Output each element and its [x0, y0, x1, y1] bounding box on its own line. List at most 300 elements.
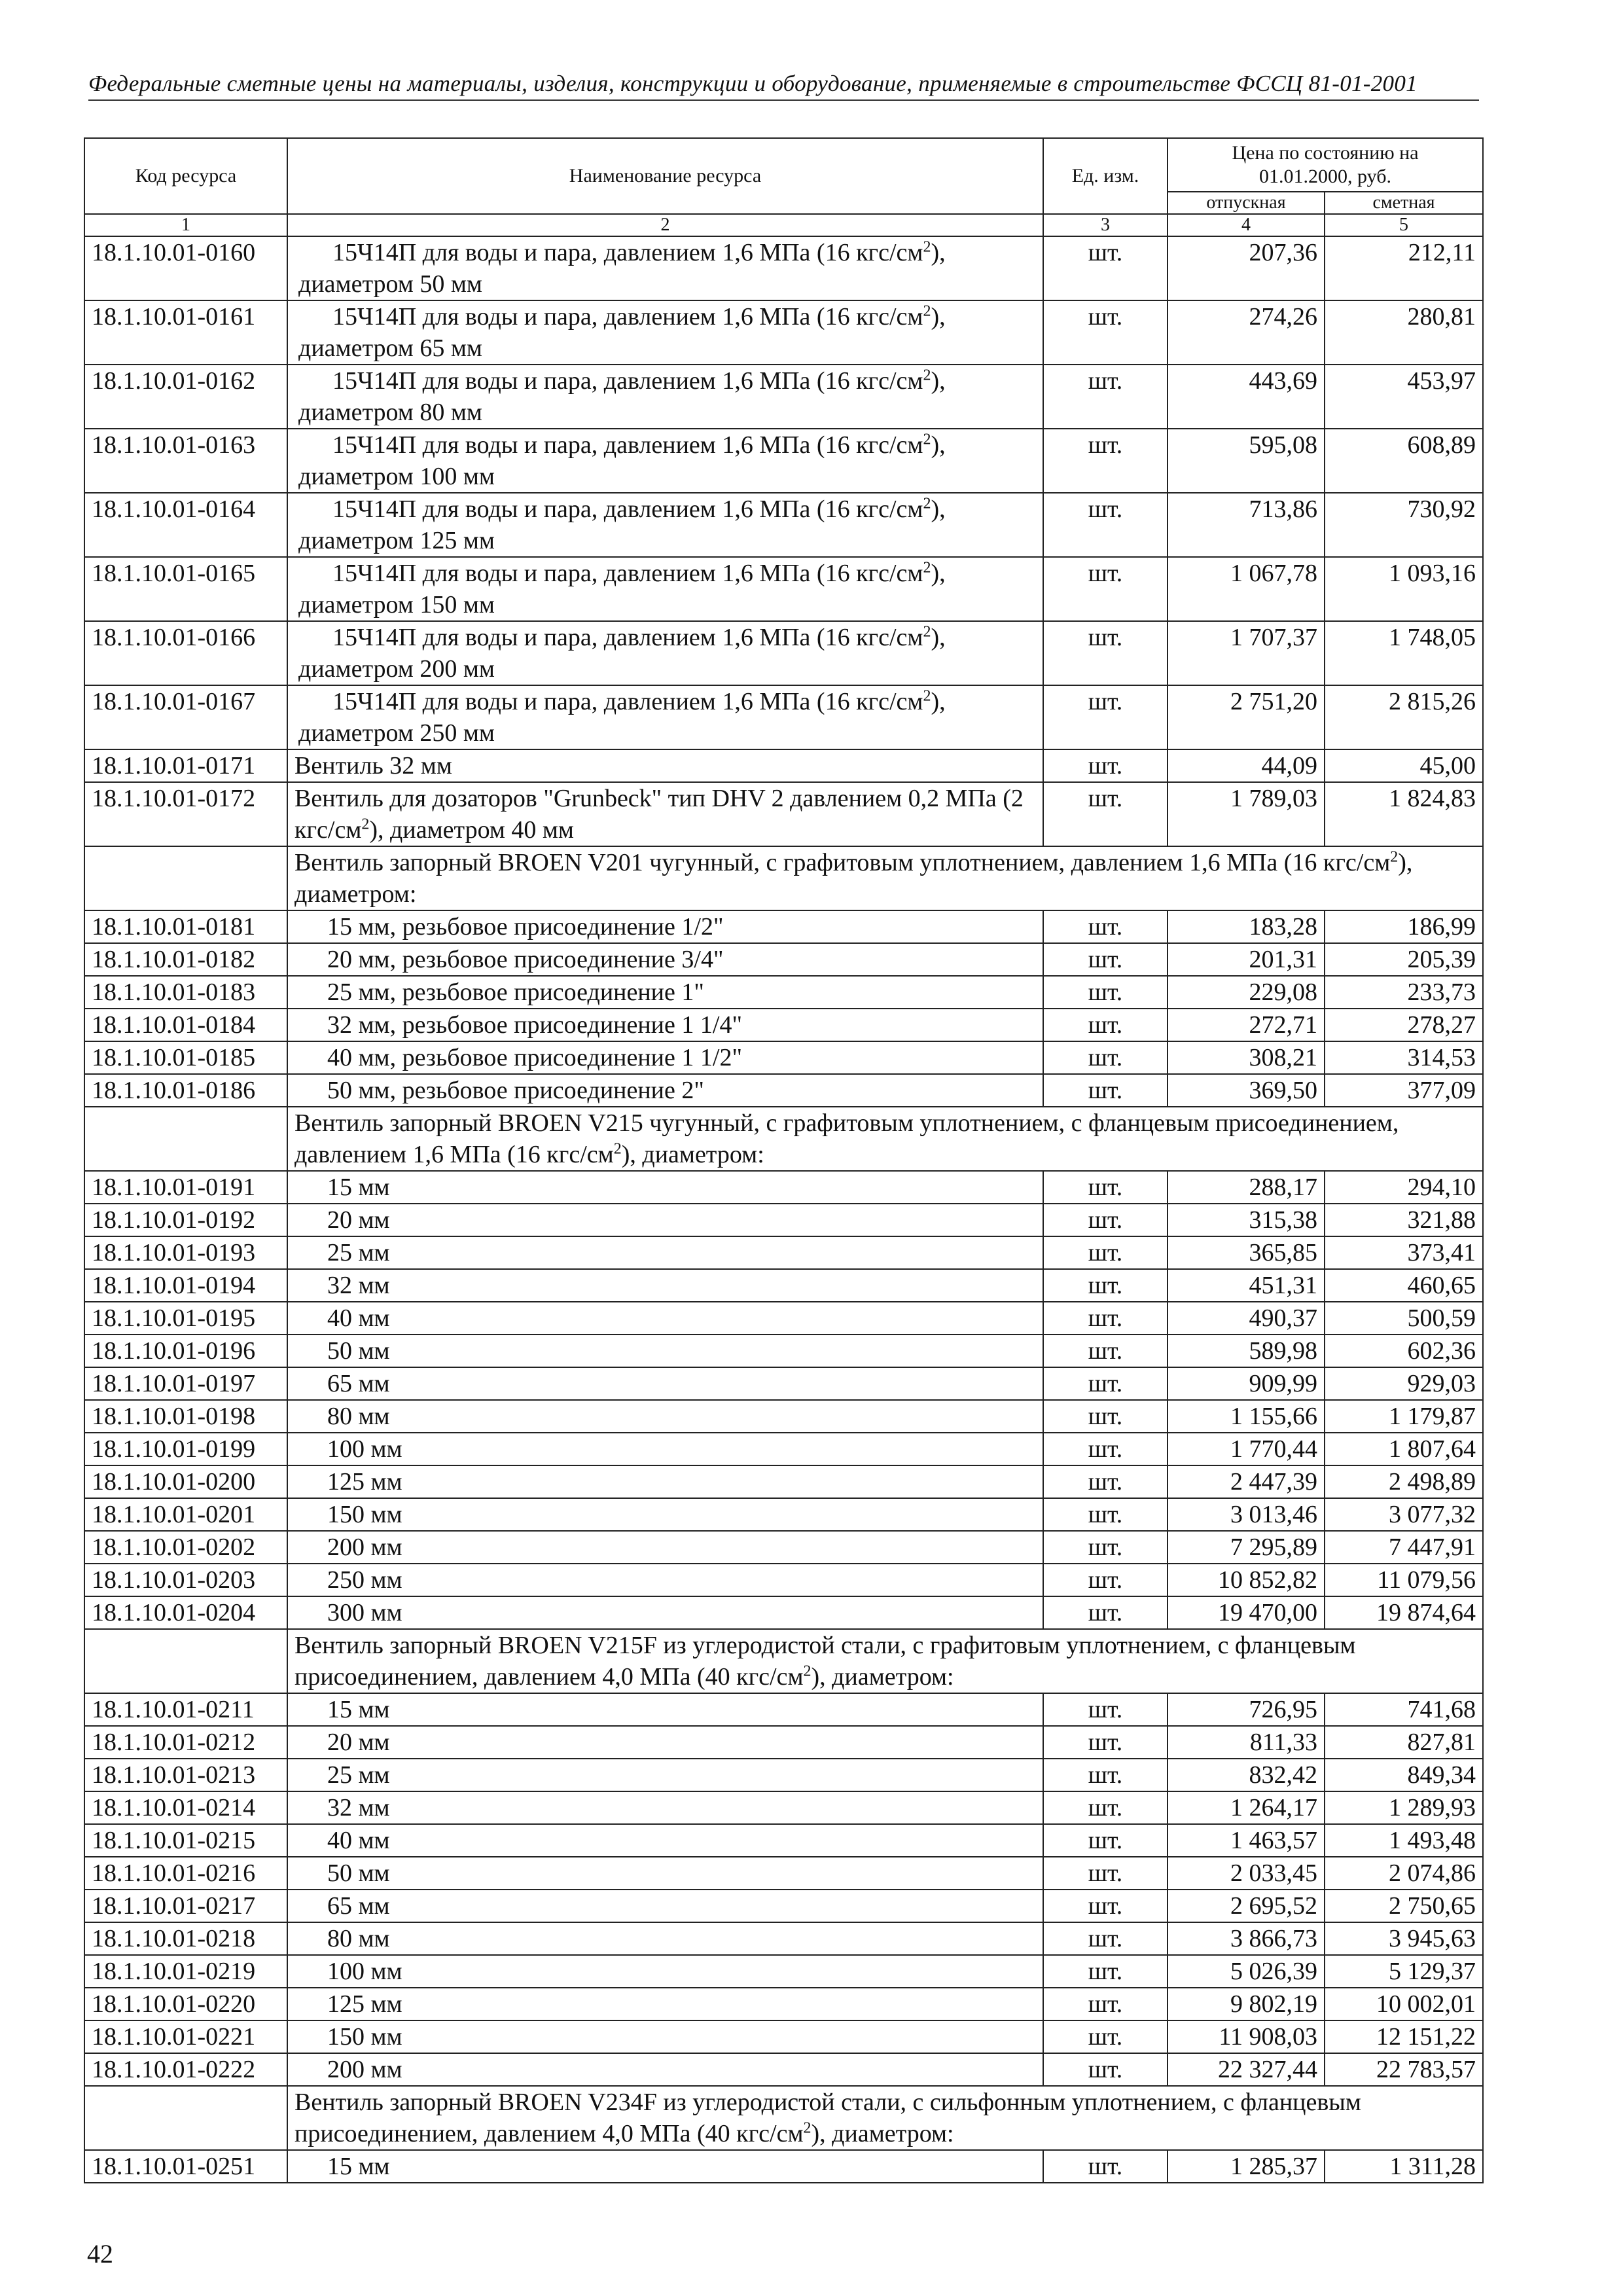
- unit-of-measure: шт.: [1043, 621, 1168, 685]
- resource-name-line: диаметром 100 мм: [298, 463, 495, 490]
- table-row: [84, 749, 1483, 782]
- estimate-price: 849,34: [1325, 1759, 1483, 1791]
- table-row: [84, 1465, 1483, 1498]
- resource-name-text: ),: [931, 688, 946, 715]
- resource-name-text: 15Ч14П для воды и пара, давлением 1,6 МПа (16 кгс/см: [332, 688, 923, 715]
- release-price: 365,85: [1168, 1236, 1325, 1269]
- header-code: Код ресурса: [84, 138, 287, 214]
- unit-of-measure: шт.: [1043, 749, 1168, 782]
- resource-name-text: 80 мм: [327, 1403, 390, 1430]
- resource-code: 18.1.10.01-0192: [84, 1204, 287, 1236]
- resource-name-text: 15 мм, резьбовое присоединение 1/2": [327, 913, 724, 941]
- release-price: 1 707,37: [1168, 621, 1325, 685]
- column-numbers-row: [84, 214, 1483, 236]
- unit-of-measure: шт.: [1043, 1890, 1168, 1922]
- resource-name-text: 15Ч14П для воды и пара, давлением 1,6 МПа (16 кгс/см: [332, 431, 923, 459]
- running-head: Федеральные сметные цены на материалы, изделия, конструкции и оборудование, применяемые в строительстве ФССЦ 81-01-2001: [88, 71, 1479, 101]
- release-price: 22 327,44: [1168, 2053, 1325, 2086]
- estimate-price: 608,89: [1325, 429, 1483, 493]
- resource-code: 18.1.10.01-0200: [84, 1465, 287, 1498]
- unit-of-measure: шт.: [1043, 1531, 1168, 1564]
- resource-name-text: 25 мм: [327, 1761, 390, 1789]
- resource-code: 18.1.10.01-0219: [84, 1955, 287, 1988]
- superscript: 2: [923, 687, 931, 705]
- group-header-row: [84, 1107, 1483, 1171]
- unit-of-measure: шт.: [1043, 1726, 1168, 1759]
- unit-of-measure: шт.: [1043, 365, 1168, 429]
- table-row: [84, 1400, 1483, 1433]
- release-price: 589,98: [1168, 1335, 1325, 1367]
- release-price: 9 802,19: [1168, 1988, 1325, 2020]
- resource-code: 18.1.10.01-0217: [84, 1890, 287, 1922]
- release-price: 1 285,37: [1168, 2150, 1325, 2183]
- resource-code: 18.1.10.01-0203: [84, 1564, 287, 1596]
- release-price: 451,31: [1168, 1269, 1325, 1302]
- unit-of-measure: шт.: [1043, 1988, 1168, 2020]
- resource-code: 18.1.10.01-0160: [84, 236, 287, 300]
- resource-name-line: [298, 365, 1036, 397]
- resource-name: [287, 621, 1043, 685]
- estimate-price: 377,09: [1325, 1074, 1483, 1107]
- estimate-price: 212,11: [1325, 236, 1483, 300]
- unit-of-measure: шт.: [1043, 1596, 1168, 1629]
- resource-name: [287, 493, 1043, 557]
- resource-name-text: 125 мм: [327, 1990, 402, 2018]
- unit-of-measure: шт.: [1043, 1791, 1168, 1824]
- price-rows: [84, 236, 1483, 2183]
- resource-name-text: 65 мм: [327, 1892, 390, 1920]
- resource-name: [287, 1498, 1043, 1531]
- resource-name-text: 40 мм, резьбовое присоединение 1 1/2": [327, 1044, 742, 1071]
- resource-code: 18.1.10.01-0193: [84, 1236, 287, 1269]
- estimate-price: 2 074,86: [1325, 1857, 1483, 1890]
- resource-code: 18.1.10.01-0220: [84, 1988, 287, 2020]
- estimate-price: 373,41: [1325, 1236, 1483, 1269]
- resource-name: [287, 1041, 1043, 1074]
- table-row: [84, 1367, 1483, 1400]
- resource-name-text: 25 мм, резьбовое присоединение 1": [327, 978, 704, 1006]
- unit-of-measure: шт.: [1043, 910, 1168, 943]
- unit-of-measure: шт.: [1043, 976, 1168, 1009]
- resource-code: 18.1.10.01-0202: [84, 1531, 287, 1564]
- unit-of-measure: шт.: [1043, 1009, 1168, 1041]
- resource-name: [287, 1204, 1043, 1236]
- estimate-price: 827,81: [1325, 1726, 1483, 1759]
- release-price: 1 463,57: [1168, 1824, 1325, 1857]
- estimate-price: 500,59: [1325, 1302, 1483, 1335]
- column-number: 1: [84, 214, 287, 236]
- resource-code: 18.1.10.01-0222: [84, 2053, 287, 2086]
- release-price: 595,08: [1168, 429, 1325, 493]
- superscript: 2: [1390, 848, 1399, 866]
- release-price: 7 295,89: [1168, 1531, 1325, 1564]
- resource-name-text: 300 мм: [327, 1599, 402, 1626]
- estimate-price: 1 824,83: [1325, 782, 1483, 846]
- resource-name: [287, 749, 1043, 782]
- release-price: 2 033,45: [1168, 1857, 1325, 1890]
- estimate-price: 280,81: [1325, 300, 1483, 365]
- resource-name-text: 125 мм: [327, 1468, 402, 1496]
- estimate-price: 460,65: [1325, 1269, 1483, 1302]
- unit-of-measure: шт.: [1043, 1759, 1168, 1791]
- resource-name-text: ),: [931, 624, 946, 651]
- estimate-price: 314,53: [1325, 1041, 1483, 1074]
- table-row: [84, 429, 1483, 493]
- table-row: [84, 782, 1483, 846]
- table-row: [84, 1857, 1483, 1890]
- table-row: [84, 1335, 1483, 1367]
- table-row: [84, 365, 1483, 429]
- header-estimate-price: сметная: [1325, 192, 1483, 214]
- unit-of-measure: шт.: [1043, 1564, 1168, 1596]
- resource-name: [287, 943, 1043, 976]
- resource-name: [287, 782, 1043, 846]
- resource-name-text: 100 мм: [327, 1958, 402, 1985]
- table-row: [84, 1531, 1483, 1564]
- resource-name: [287, 1726, 1043, 1759]
- release-price: 2 447,39: [1168, 1465, 1325, 1498]
- resource-code: 18.1.10.01-0185: [84, 1041, 287, 1074]
- resource-code: 18.1.10.01-0197: [84, 1367, 287, 1400]
- unit-of-measure: шт.: [1043, 1498, 1168, 1531]
- unit-of-measure: шт.: [1043, 2020, 1168, 2053]
- unit-of-measure: шт.: [1043, 300, 1168, 365]
- superscript: 2: [923, 495, 931, 512]
- resource-name: [287, 1236, 1043, 1269]
- column-number: 3: [1043, 214, 1168, 236]
- estimate-price: 45,00: [1325, 749, 1483, 782]
- superscript: 2: [923, 367, 931, 384]
- resource-code: 18.1.10.01-0251: [84, 2150, 287, 2183]
- table-row: [84, 557, 1483, 621]
- table-row: [84, 1269, 1483, 1302]
- unit-of-measure: шт.: [1043, 1367, 1168, 1400]
- resource-code: 18.1.10.01-0214: [84, 1791, 287, 1824]
- superscript: 2: [613, 1140, 622, 1158]
- resource-name-line: [298, 686, 1036, 717]
- resource-code: 18.1.10.01-0191: [84, 1171, 287, 1204]
- table-row: [84, 1564, 1483, 1596]
- header-release-price: отпускная: [1168, 192, 1325, 214]
- column-number: 5: [1325, 214, 1483, 236]
- group-title-text: ), диаметром:: [811, 1663, 954, 1691]
- resource-name: [287, 1009, 1043, 1041]
- resource-name-line: диаметром 125 мм: [298, 527, 495, 554]
- resource-name-text: ),: [931, 431, 946, 459]
- table-row: [84, 1988, 1483, 2020]
- resource-name: [287, 2020, 1043, 2053]
- release-price: 3 866,73: [1168, 1922, 1325, 1955]
- resource-name-line: диаметром 150 мм: [298, 591, 495, 619]
- resource-name-text: 250 мм: [327, 1566, 402, 1594]
- price-table: [84, 137, 1484, 2183]
- resource-name-text: 40 мм: [327, 1827, 390, 1854]
- resource-name: [287, 1335, 1043, 1367]
- resource-name-text: 15 мм: [327, 1174, 390, 1201]
- resource-name: [287, 1890, 1043, 1922]
- unit-of-measure: шт.: [1043, 1400, 1168, 1433]
- table-row: [84, 1009, 1483, 1041]
- resource-name-text: 15Ч14П для воды и пара, давлением 1,6 МПа (16 кгс/см: [332, 239, 923, 266]
- group-title-text: Вентиль запорный BROEN V234F из углеродистой стали, с сильфонным уплотнением, с фланцевым присоединением, давлением 4,0 МПа (40 кгс/см: [294, 2089, 1361, 2147]
- release-price: 274,26: [1168, 300, 1325, 365]
- estimate-price: 1 311,28: [1325, 2150, 1483, 2183]
- group-title-text: ), диаметром:: [811, 2120, 954, 2147]
- resource-name-text: 15 мм: [327, 1696, 390, 1723]
- resource-name-text: 20 мм: [327, 1206, 390, 1234]
- unit-of-measure: шт.: [1043, 1335, 1168, 1367]
- resource-name-text: 15Ч14П для воды и пара, давлением 1,6 МПа (16 кгс/см: [332, 495, 923, 523]
- resource-name-text: 150 мм: [327, 2023, 402, 2051]
- estimate-price: 3 945,63: [1325, 1922, 1483, 1955]
- release-price: 490,37: [1168, 1302, 1325, 1335]
- group-title-text: ), диаметром:: [294, 849, 1413, 908]
- resource-name: [287, 1367, 1043, 1400]
- estimate-price: 2 750,65: [1325, 1890, 1483, 1922]
- resource-name: [287, 1988, 1043, 2020]
- table-row: [84, 1922, 1483, 1955]
- resource-name-text: 15 мм: [327, 2153, 390, 2180]
- resource-name: [287, 1400, 1043, 1433]
- resource-name: [287, 1302, 1043, 1335]
- superscript: 2: [923, 559, 931, 577]
- resource-name: [287, 557, 1043, 621]
- resource-code: 18.1.10.01-0186: [84, 1074, 287, 1107]
- resource-name-text: 40 мм: [327, 1304, 390, 1332]
- resource-code: 18.1.10.01-0212: [84, 1726, 287, 1759]
- resource-name: [287, 1824, 1043, 1857]
- release-price: 1 789,03: [1168, 782, 1325, 846]
- unit-of-measure: шт.: [1043, 1693, 1168, 1726]
- unit-of-measure: шт.: [1043, 493, 1168, 557]
- resource-name: [287, 1759, 1043, 1791]
- table-row: [84, 2053, 1483, 2086]
- unit-of-measure: шт.: [1043, 1074, 1168, 1107]
- resource-name: [287, 1693, 1043, 1726]
- estimate-price: 5 129,37: [1325, 1955, 1483, 1988]
- resource-name: [287, 1922, 1043, 1955]
- resource-code: 18.1.10.01-0161: [84, 300, 287, 365]
- resource-name: [287, 2053, 1043, 2086]
- unit-of-measure: шт.: [1043, 1269, 1168, 1302]
- resource-name-text: Вентиль 32 мм: [294, 752, 452, 780]
- estimate-price: 205,39: [1325, 943, 1483, 976]
- table-row: [84, 1955, 1483, 1988]
- unit-of-measure: шт.: [1043, 685, 1168, 749]
- group-title: [287, 2086, 1483, 2150]
- resource-name: [287, 976, 1043, 1009]
- page-number: 42: [87, 2239, 113, 2269]
- resource-name-text: 150 мм: [327, 1501, 402, 1528]
- resource-name: [287, 1596, 1043, 1629]
- release-price: 315,38: [1168, 1204, 1325, 1236]
- table-row: [84, 1204, 1483, 1236]
- resource-name-line: [298, 301, 1036, 332]
- release-price: 1 155,66: [1168, 1400, 1325, 1433]
- resource-name-line: [298, 429, 1036, 461]
- estimate-price: 19 874,64: [1325, 1596, 1483, 1629]
- group-header-row: [84, 846, 1483, 910]
- column-number: 2: [287, 214, 1043, 236]
- resource-code: 18.1.10.01-0182: [84, 943, 287, 976]
- estimate-price: 602,36: [1325, 1335, 1483, 1367]
- release-price: 832,42: [1168, 1759, 1325, 1791]
- unit-of-measure: шт.: [1043, 1302, 1168, 1335]
- release-price: 44,09: [1168, 749, 1325, 782]
- resource-name-line: диаметром 50 мм: [298, 270, 482, 298]
- resource-name-text: 200 мм: [327, 2056, 402, 2083]
- estimate-price: 278,27: [1325, 1009, 1483, 1041]
- unit-of-measure: шт.: [1043, 1465, 1168, 1498]
- resource-name-text: Вентиль для дозаторов "Grunbeck" тип DHV 2 давлением 0,2 МПа (2 кгс/см: [294, 785, 1024, 844]
- estimate-price: 22 783,57: [1325, 2053, 1483, 2086]
- resource-code: 18.1.10.01-0172: [84, 782, 287, 846]
- resource-name-text: 32 мм: [327, 1794, 390, 1821]
- group-title-text: Вентиль запорный BROEN V215 чугунный, с графитовым уплотнением, с фланцевым присоединением, давлением 1,6 МПа (16 кгс/см: [294, 1109, 1399, 1168]
- resource-name-text: ),: [931, 560, 946, 587]
- resource-name: [287, 1433, 1043, 1465]
- resource-code: 18.1.10.01-0201: [84, 1498, 287, 1531]
- resource-name-line: диаметром 250 мм: [298, 719, 495, 747]
- estimate-price: 186,99: [1325, 910, 1483, 943]
- unit-of-measure: шт.: [1043, 1236, 1168, 1269]
- table-row: [84, 1824, 1483, 1857]
- release-price: 1 067,78: [1168, 557, 1325, 621]
- release-price: 272,71: [1168, 1009, 1325, 1041]
- resource-name-text: 15Ч14П для воды и пара, давлением 1,6 МПа (16 кгс/см: [332, 303, 923, 331]
- resource-name-text: 20 мм, резьбовое присоединение 3/4": [327, 946, 724, 973]
- unit-of-measure: шт.: [1043, 557, 1168, 621]
- estimate-price: 1 807,64: [1325, 1433, 1483, 1465]
- resource-code: 18.1.10.01-0181: [84, 910, 287, 943]
- release-price: 3 013,46: [1168, 1498, 1325, 1531]
- resource-name: [287, 1269, 1043, 1302]
- resource-code: 18.1.10.01-0213: [84, 1759, 287, 1791]
- table-row: [84, 1791, 1483, 1824]
- superscript: 2: [923, 302, 931, 320]
- resource-code: 18.1.10.01-0163: [84, 429, 287, 493]
- table-row: [84, 1693, 1483, 1726]
- resource-name-text: ),: [931, 303, 946, 331]
- unit-of-measure: шт.: [1043, 1041, 1168, 1074]
- table-row: [84, 493, 1483, 557]
- resource-name-text: 200 мм: [327, 1534, 402, 1561]
- resource-name: [287, 365, 1043, 429]
- superscript: 2: [923, 431, 931, 448]
- release-price: 811,33: [1168, 1726, 1325, 1759]
- unit-of-measure: шт.: [1043, 2053, 1168, 2086]
- resource-name-text: 20 мм: [327, 1729, 390, 1756]
- resource-code: 18.1.10.01-0218: [84, 1922, 287, 1955]
- estimate-price: 1 748,05: [1325, 621, 1483, 685]
- unit-of-measure: шт.: [1043, 236, 1168, 300]
- table-row: [84, 2020, 1483, 2053]
- resource-name-text: 50 мм, резьбовое присоединение 2": [327, 1077, 704, 1104]
- table-row: [84, 1596, 1483, 1629]
- unit-of-measure: шт.: [1043, 1824, 1168, 1857]
- resource-code: 18.1.10.01-0195: [84, 1302, 287, 1335]
- unit-of-measure: шт.: [1043, 1955, 1168, 1988]
- group-code-cell: [84, 2086, 287, 2150]
- unit-of-measure: шт.: [1043, 1171, 1168, 1204]
- group-code-cell: [84, 1107, 287, 1171]
- resource-name-text: 80 мм: [327, 1925, 390, 1952]
- group-title: [287, 1629, 1483, 1693]
- resource-name-text: 15Ч14П для воды и пара, давлением 1,6 МПа (16 кгс/см: [332, 560, 923, 587]
- table-row: [84, 1726, 1483, 1759]
- table-row: [84, 943, 1483, 976]
- resource-name-text: ),: [931, 495, 946, 523]
- release-price: 11 908,03: [1168, 2020, 1325, 2053]
- resource-name: [287, 910, 1043, 943]
- estimate-price: 11 079,56: [1325, 1564, 1483, 1596]
- estimate-price: 1 493,48: [1325, 1824, 1483, 1857]
- table-row: [84, 1171, 1483, 1204]
- estimate-price: 1 179,87: [1325, 1400, 1483, 1433]
- unit-of-measure: шт.: [1043, 1922, 1168, 1955]
- group-header-row: [84, 2086, 1483, 2150]
- release-price: 5 026,39: [1168, 1955, 1325, 1988]
- header-unit: Ед. изм.: [1043, 138, 1168, 214]
- resource-name: [287, 1531, 1043, 1564]
- resource-code: 18.1.10.01-0215: [84, 1824, 287, 1857]
- release-price: 10 852,82: [1168, 1564, 1325, 1596]
- resource-name: [287, 1857, 1043, 1890]
- release-price: 909,99: [1168, 1367, 1325, 1400]
- unit-of-measure: шт.: [1043, 943, 1168, 976]
- table-row: [84, 910, 1483, 943]
- estimate-price: 233,73: [1325, 976, 1483, 1009]
- resource-name-line: [298, 493, 1036, 525]
- resource-name-line: [298, 622, 1036, 653]
- resource-code: 18.1.10.01-0221: [84, 2020, 287, 2053]
- resource-code: 18.1.10.01-0196: [84, 1335, 287, 1367]
- resource-code: 18.1.10.01-0162: [84, 365, 287, 429]
- table-row: [84, 1498, 1483, 1531]
- resource-name: [287, 1171, 1043, 1204]
- resource-name-line: [298, 558, 1036, 589]
- resource-name-text: ),: [931, 239, 946, 266]
- release-price: 726,95: [1168, 1693, 1325, 1726]
- release-price: 201,31: [1168, 943, 1325, 976]
- resource-name-line: диаметром 200 мм: [298, 655, 495, 683]
- group-title: [287, 846, 1483, 910]
- estimate-price: 2 815,26: [1325, 685, 1483, 749]
- resource-name-text: 15Ч14П для воды и пара, давлением 1,6 МПа (16 кгс/см: [332, 624, 923, 651]
- resource-code: 18.1.10.01-0216: [84, 1857, 287, 1890]
- resource-name: [287, 1465, 1043, 1498]
- resource-name: [287, 1955, 1043, 1988]
- superscript: 2: [923, 238, 931, 256]
- table-row: [84, 236, 1483, 300]
- resource-name-text: 100 мм: [327, 1435, 402, 1463]
- resource-name-line: [298, 237, 1036, 268]
- unit-of-measure: шт.: [1043, 429, 1168, 493]
- table-row: [84, 1759, 1483, 1791]
- estimate-price: 12 151,22: [1325, 2020, 1483, 2053]
- resource-name: [287, 1074, 1043, 1107]
- resource-name-text: 15Ч14П для воды и пара, давлением 1,6 МПа (16 кгс/см: [332, 367, 923, 395]
- resource-name: [287, 685, 1043, 749]
- unit-of-measure: шт.: [1043, 782, 1168, 846]
- resource-code: 18.1.10.01-0165: [84, 557, 287, 621]
- table-row: [84, 1433, 1483, 1465]
- group-title-text: ), диаметром:: [621, 1141, 764, 1168]
- release-price: 369,50: [1168, 1074, 1325, 1107]
- resource-name-text: ), диаметром 40 мм: [369, 816, 574, 844]
- release-price: 229,08: [1168, 976, 1325, 1009]
- group-code-cell: [84, 846, 287, 910]
